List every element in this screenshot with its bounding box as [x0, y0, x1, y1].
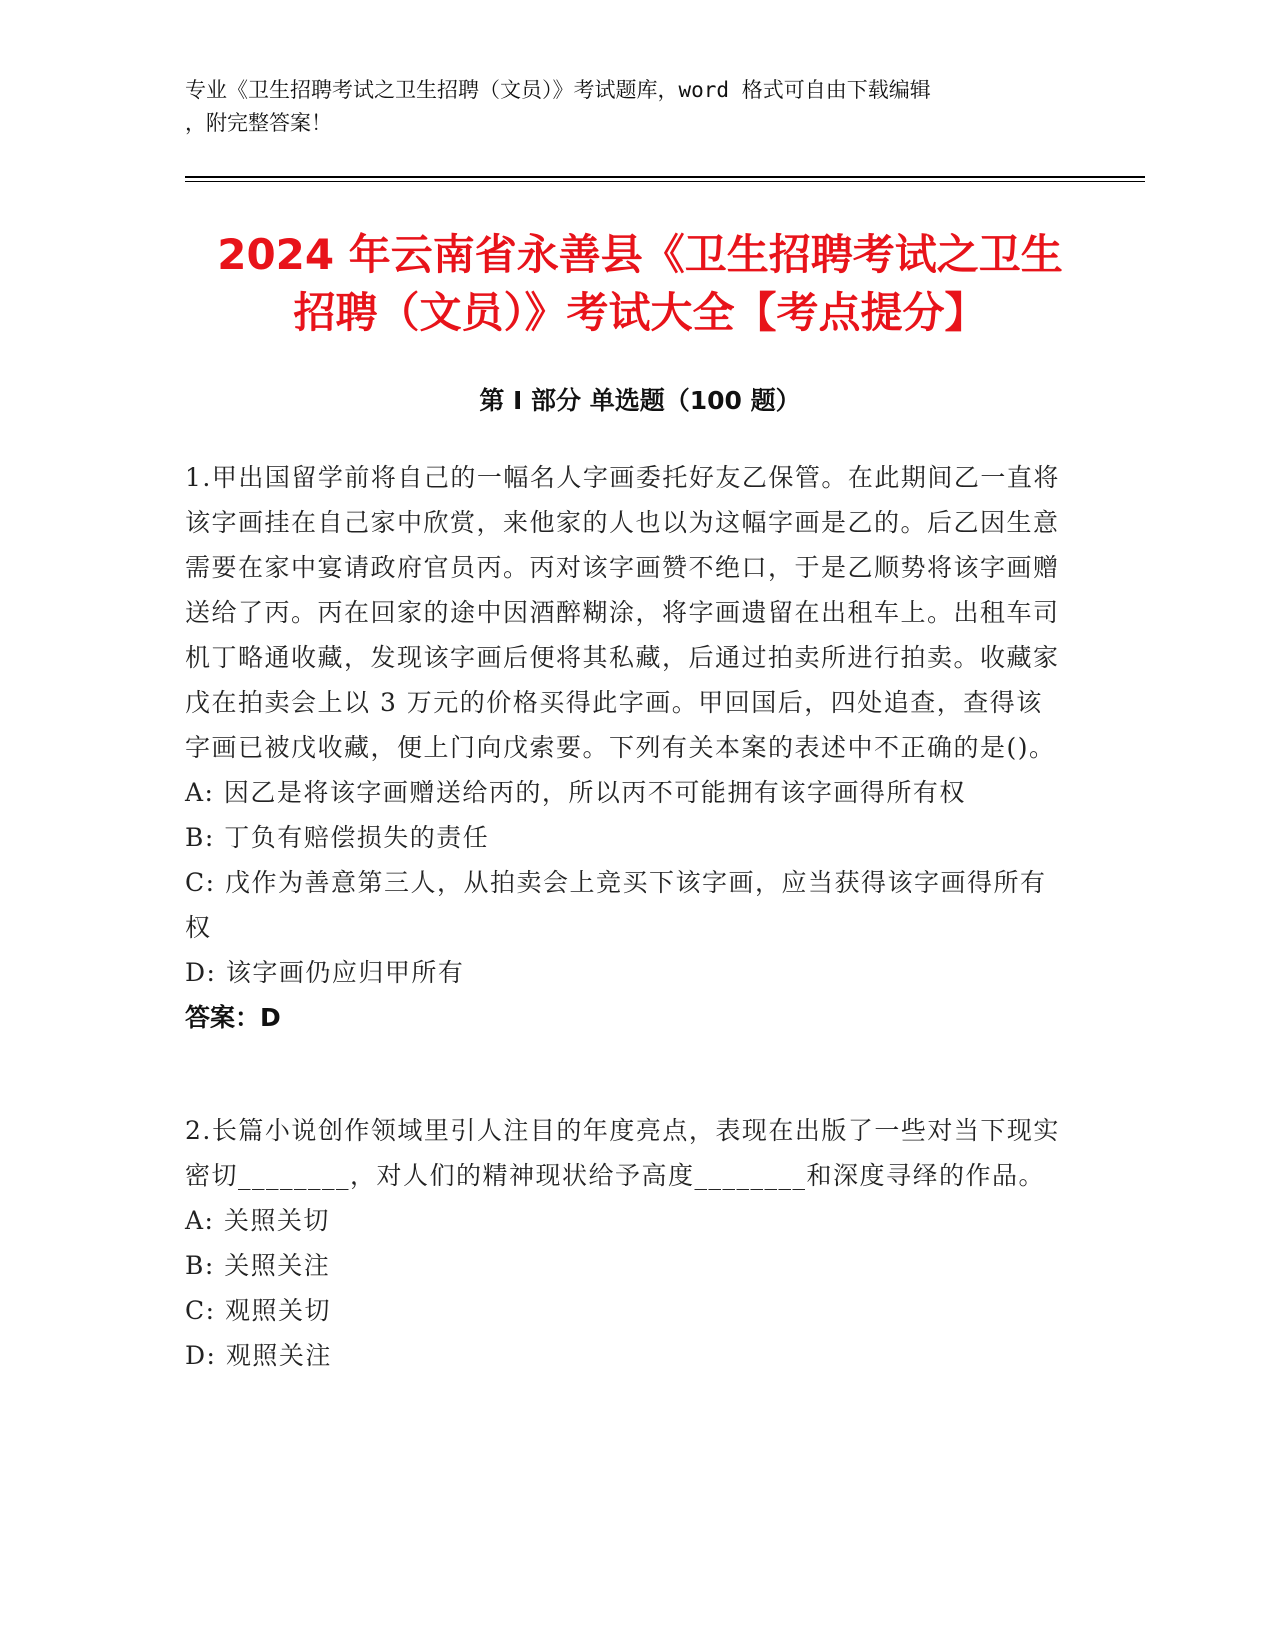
section-heading: 第 I 部分 单选题（100 题）	[479, 386, 801, 415]
question-2	[185, 1108, 1065, 1378]
document-title	[160, 226, 1120, 342]
option-d: D: 观照关注	[185, 1341, 332, 1370]
answer-label: 答案：D	[185, 1003, 281, 1032]
option-b: B: 丁负有赔偿损失的责任	[185, 823, 490, 852]
document-title-line-2: 招聘（文员）》考试大全【考点提分】	[293, 288, 987, 337]
option-a: A: 关照关切	[185, 1206, 330, 1235]
question-1	[185, 455, 1065, 1040]
option-c: C: 观照关切	[185, 1296, 331, 1325]
header-note-line-1: 专业《卫生招聘考试之卫生招聘（文员）》考试题库，word 格式可自由下载编辑	[185, 78, 931, 102]
question-text: 1.甲出国留学前将自己的一幅名人字画委托好友乙保管。在此期间乙一直将该字画挂在自己家中欣赏，来他家的人也以为这幅字画是乙的。后乙因生意需要在家中宴请政府官员丙。丙对该字画赞不绝口，于是乙顺势将该字画赠送给了丙。丙在回家的途中因酒醉糊涂，将字画遗留在出租车上。出租车司机丁略通收藏，发现该字画后便将其私藏，后通过拍卖所进行拍卖。收藏家戊在拍卖会上以 3 万元的价格买得此字画。甲回国后，四处追查，查得该字画已被戊收藏，便上门向戊索要。下列有关本案的表述中不正确的是()。	[185, 463, 1060, 762]
header-note	[185, 74, 1085, 140]
document-title-line-1: 2024 年云南省永善县《卫生招聘考试之卫生	[217, 230, 1063, 279]
header-divider-thick	[185, 176, 1145, 178]
option-d: D: 该字画仍应归甲所有	[185, 958, 465, 987]
option-b: B: 关照关注	[185, 1251, 331, 1280]
option-a: A: 因乙是将该字画赠送给丙的，所以丙不可能拥有该字画得所有权	[185, 778, 966, 807]
question-text: 2.长篇小说创作领域里引人注目的年度亮点，表现在出版了一些对当下现实密切________，对人们的精神现状给予高度________和深度寻绎的作品。	[185, 1116, 1060, 1190]
header-divider-thin	[185, 181, 1145, 182]
option-c: C: 戊作为善意第三人，从拍卖会上竞买下该字画，应当获得该字画得所有权	[185, 868, 1047, 942]
header-note-line-2: ，附完整答案！	[185, 111, 332, 135]
